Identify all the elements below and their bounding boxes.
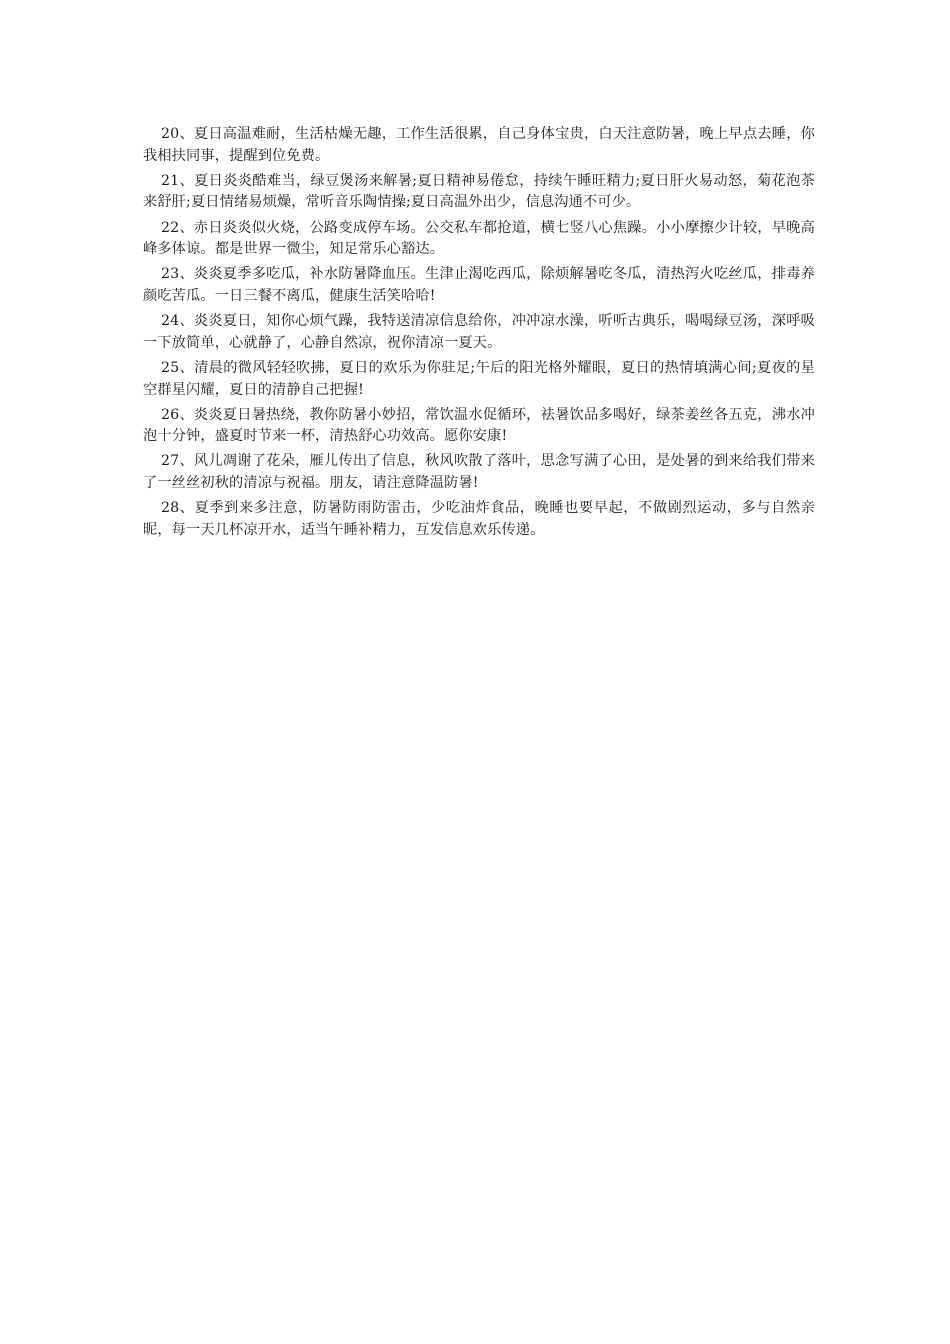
paragraph-24: 24、炎炎夏日，知你心烦气躁，我特送清凉信息给你，冲冲凉水澡，听听古典乐，喝喝绿豆汤，深呼吸一下放简单，心就静了，心静自然凉，祝你清凉一夏天。 bbox=[143, 313, 815, 351]
paragraph-25: 25、清晨的微风轻轻吹拂，夏日的欢乐为你驻足;午后的阳光格外耀眼，夏日的热情填满心间;夏夜的星空群星闪耀，夏日的清静自己把握! bbox=[143, 359, 815, 398]
paragraph-23: 23、炎炎夏季多吃瓜，补水防暑降血压。生津止渴吃西瓜，除烦解暑吃冬瓜，清热泻火吃丝瓜，排毒养颜吃苦瓜。一日三餐不离瓜，健康生活笑哈哈! bbox=[143, 266, 815, 304]
paragraph-20: 20、夏日高温难耐，生活枯燥无趣，工作生活很累，自己身体宝贵，白天注意防暑，晚上早点去睡，你我相扶同事，提醒到位免费。 bbox=[143, 126, 815, 164]
paragraph-22: 22、赤日炎炎似火烧，公路变成停车场。公交私车都抢道，横七竖八心焦躁。小小摩擦少计较，早晚高峰多体谅。都是世界一微尘，知足常乐心豁达。 bbox=[143, 219, 815, 258]
paragraph-28: 28、夏季到来多注意，防暑防雨防雷击，少吃油炸食品，晚睡也要早起，不做剧烈运动，多与自然亲昵，每一天几杯凉开水，适当午睡补精力，互发信息欢乐传递。 bbox=[143, 500, 815, 538]
paragraph-27: 27、风儿凋谢了花朵，雁儿传出了信息，秋风吹散了落叶，思念写满了心田，是处暑的到来给我们带来了一丝丝初秋的清凉与祝福。朋友，请注意降温防暑! bbox=[143, 453, 815, 492]
paragraph-26: 26、炎炎夏日暑热绕，教你防暑小妙招，常饮温水促循环，祛暑饮品多喝好，绿茶姜丝各五克，沸水冲泡十分钟，盛夏时节来一杯，清热舒心功效高。愿你安康! bbox=[143, 406, 815, 445]
paragraph-21: 21、夏日炎炎酷难当，绿豆煲汤来解暑;夏日精神易倦怠，持续午睡旺精力;夏日肝火易动怒，菊花泡茶来舒肝;夏日情绪易烦燥，常听音乐陶情操;夏日高温外出少，信息沟通不可少。 bbox=[143, 172, 815, 211]
document-body bbox=[143, 124, 815, 545]
